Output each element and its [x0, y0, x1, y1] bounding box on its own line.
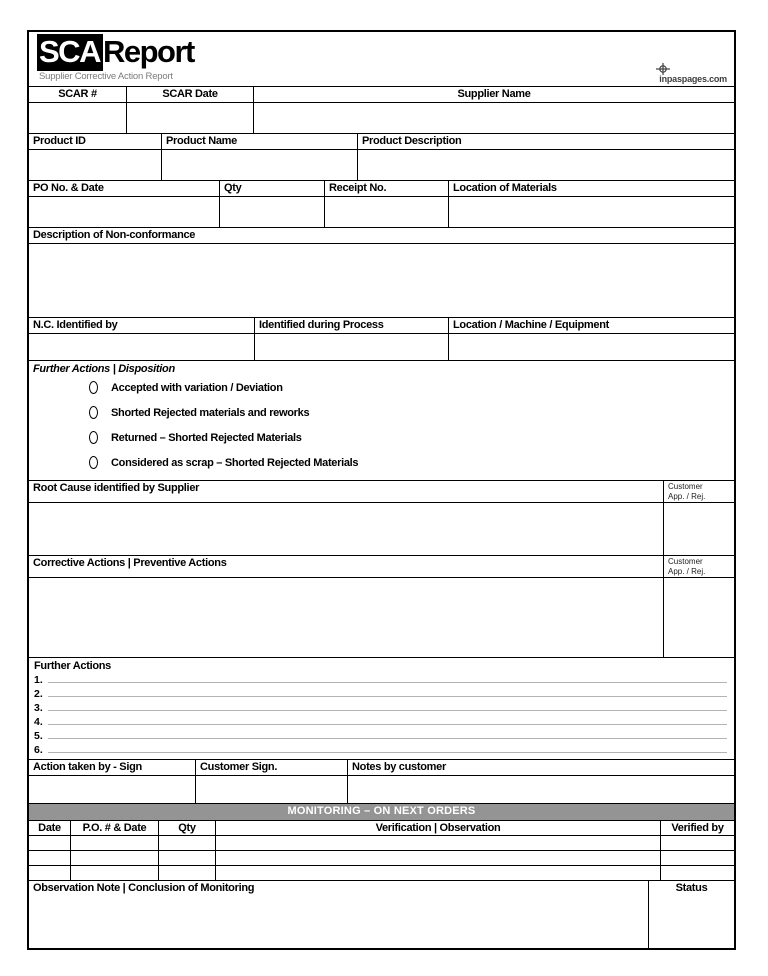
disposition-option-label: Considered as scrap – Shorted Rejected Materials	[111, 456, 359, 469]
po-no-date-field[interactable]	[29, 197, 220, 227]
notes-by-customer-label: Notes by customer	[352, 761, 446, 773]
product-description-field[interactable]	[358, 150, 734, 180]
monitoring-verified-by-field[interactable]	[661, 866, 734, 880]
monitoring-verification-field[interactable]	[216, 851, 661, 865]
nc-description-header-row	[29, 228, 734, 244]
corrective-customer-app-rej-label	[664, 556, 734, 577]
further-action-line-1[interactable]	[34, 672, 729, 686]
line-number: 3.	[34, 702, 43, 714]
app-rej-label: App. / Rej.	[668, 491, 706, 501]
root-cause-field[interactable]	[29, 503, 664, 555]
scar-number-field[interactable]	[29, 103, 127, 133]
monitoring-verified-by-label: Verified by	[671, 822, 724, 834]
product-description-label: Product Description	[362, 135, 462, 147]
disposition-section	[29, 361, 734, 481]
location-of-materials-label: Location of Materials	[453, 182, 557, 194]
disposition-option-label: Accepted with variation / Deviation	[111, 381, 283, 394]
further-action-line-4[interactable]	[34, 714, 729, 728]
scar-date-label: SCAR Date	[127, 87, 254, 102]
further-action-line-5[interactable]	[34, 728, 729, 742]
monitoring-po-date-label: P.O. # & Date	[71, 821, 159, 835]
radio-icon[interactable]	[89, 456, 98, 469]
root-cause-field-row	[29, 503, 734, 556]
monitoring-po-date-field[interactable]	[71, 851, 159, 865]
disposition-option-accepted[interactable]	[89, 375, 730, 400]
monitoring-verified-by-field[interactable]	[661, 851, 734, 865]
action-taken-by-sign-label: Action taken by - Sign	[29, 760, 196, 775]
qty-field[interactable]	[220, 197, 325, 227]
line-number: 1.	[34, 674, 43, 686]
monitoring-verification-field[interactable]	[216, 836, 661, 850]
product-name-field[interactable]	[162, 150, 358, 180]
monitoring-po-date-field[interactable]	[71, 866, 159, 880]
po-values-row	[29, 197, 734, 228]
watermark-text: inpaspages.com	[659, 74, 727, 84]
product-name-label: Product Name	[162, 134, 358, 149]
corrective-actions-field[interactable]	[29, 578, 664, 657]
observation-note-label: Observation Note | Conclusion of Monitoring	[33, 882, 255, 894]
disposition-option-scrap[interactable]	[89, 450, 730, 475]
product-id-field[interactable]	[29, 150, 162, 180]
write-in-rule[interactable]	[48, 710, 727, 711]
corrective-actions-label: Corrective Actions | Preventive Actions	[29, 556, 664, 577]
line-number: 2.	[34, 688, 43, 700]
signoff-header-row	[29, 760, 734, 776]
receipt-no-field[interactable]	[325, 197, 449, 227]
monitoring-date-field[interactable]	[29, 851, 71, 865]
disposition-title: Further Actions | Disposition	[33, 363, 175, 375]
further-actions-title: Further Actions	[34, 660, 111, 672]
logo-report-text: Report	[102, 34, 194, 69]
monitoring-date-field[interactable]	[29, 836, 71, 850]
further-action-line-6[interactable]	[34, 742, 729, 756]
root-cause-header-row	[29, 481, 734, 503]
form-subtitle: Supplier Corrective Action Report	[39, 71, 173, 82]
write-in-rule[interactable]	[48, 724, 727, 725]
line-number: 6.	[34, 744, 43, 756]
observation-note-row	[29, 881, 734, 948]
monitoring-row-3	[29, 866, 734, 881]
radio-icon[interactable]	[89, 381, 98, 394]
logo-sca-box: SCA	[37, 34, 103, 71]
observation-note-field[interactable]	[29, 881, 649, 948]
monitoring-qty-field[interactable]	[159, 866, 216, 880]
product-id-label: Product ID	[29, 134, 162, 149]
monitoring-header-row	[29, 821, 734, 836]
root-cause-customer-app-rej-field[interactable]	[664, 503, 734, 555]
product-header-row	[29, 134, 734, 150]
monitoring-qty-field[interactable]	[159, 851, 216, 865]
corrective-customer-app-rej-field[interactable]	[664, 578, 734, 657]
app-rej-label: App. / Rej.	[668, 566, 706, 576]
notes-by-customer-field[interactable]	[348, 776, 734, 803]
nc-description-field[interactable]	[29, 244, 734, 317]
signoff-values-row	[29, 776, 734, 804]
monitoring-row-1	[29, 836, 734, 851]
monitoring-verification-field[interactable]	[216, 866, 661, 880]
location-machine-equipment-field[interactable]	[449, 334, 734, 360]
identified-during-process-label: Identified during Process	[255, 318, 449, 333]
supplier-name-label: Supplier Name	[457, 88, 531, 100]
monitoring-date-label: Date	[29, 821, 71, 835]
customer-label: Customer	[668, 557, 703, 566]
customer-sign-label: Customer Sign.	[196, 760, 348, 775]
monitoring-qty-field[interactable]	[159, 836, 216, 850]
write-in-rule[interactable]	[48, 696, 727, 697]
write-in-rule[interactable]	[48, 738, 727, 739]
crosshair-icon	[655, 63, 671, 76]
line-number: 4.	[34, 716, 43, 728]
branding-row	[29, 32, 734, 87]
write-in-rule[interactable]	[48, 752, 727, 753]
scar-values-row	[29, 103, 734, 134]
supplier-name-field[interactable]	[254, 103, 734, 133]
further-action-line-3[interactable]	[34, 700, 729, 714]
watermark-link[interactable]	[659, 74, 727, 84]
status-field[interactable]	[649, 881, 734, 948]
scar-header-row	[29, 87, 734, 103]
customer-sign-field[interactable]	[196, 776, 348, 803]
po-header-row	[29, 181, 734, 197]
nc-identified-header-row	[29, 318, 734, 334]
line-number: 5.	[34, 730, 43, 742]
location-machine-equipment-label: Location / Machine / Equipment	[453, 319, 610, 331]
corrective-actions-header-row	[29, 556, 734, 578]
monitoring-verification-observation-label: Verification | Observation	[216, 821, 661, 835]
identified-during-process-field[interactable]	[255, 334, 449, 360]
corrective-actions-field-row	[29, 578, 734, 658]
nc-identified-values-row	[29, 334, 734, 361]
receipt-no-label: Receipt No.	[325, 181, 449, 196]
monitoring-po-date-field[interactable]	[71, 836, 159, 850]
nc-identified-by-label: N.C. Identified by	[29, 318, 255, 333]
monitoring-qty-label: Qty	[159, 821, 216, 835]
disposition-option-label: Returned – Shorted Rejected Materials	[111, 431, 302, 444]
write-in-rule[interactable]	[48, 682, 727, 683]
status-label: Status	[675, 882, 708, 894]
action-taken-by-sign-field[interactable]	[29, 776, 196, 803]
radio-icon[interactable]	[89, 431, 98, 444]
location-of-materials-field[interactable]	[449, 197, 734, 227]
root-cause-label: Root Cause identified by Supplier	[29, 481, 664, 502]
scar-form	[27, 30, 736, 950]
nc-identified-by-field[interactable]	[29, 334, 255, 360]
monitoring-date-field[interactable]	[29, 866, 71, 880]
nc-description-field-row	[29, 244, 734, 318]
scar-date-field[interactable]	[127, 103, 254, 133]
disposition-option-returned[interactable]	[89, 425, 730, 450]
scar-number-label: SCAR #	[29, 87, 127, 102]
monitoring-row-2	[29, 851, 734, 866]
po-no-date-label: PO No. & Date	[29, 181, 220, 196]
monitoring-banner: MONITORING – ON NEXT ORDERS	[29, 804, 734, 821]
further-action-line-2[interactable]	[34, 686, 729, 700]
customer-label: Customer	[668, 482, 703, 491]
logo	[37, 35, 194, 69]
disposition-option-label: Shorted Rejected materials and reworks	[111, 406, 310, 419]
root-cause-customer-app-rej-label	[664, 481, 734, 502]
product-values-row	[29, 150, 734, 181]
nc-description-label: Description of Non-conformance	[33, 229, 196, 241]
further-actions-section	[29, 658, 734, 760]
qty-label: Qty	[220, 181, 325, 196]
disposition-option-shorted-rejected[interactable]	[89, 400, 730, 425]
monitoring-verified-by-field[interactable]	[661, 836, 734, 850]
radio-icon[interactable]	[89, 406, 98, 419]
